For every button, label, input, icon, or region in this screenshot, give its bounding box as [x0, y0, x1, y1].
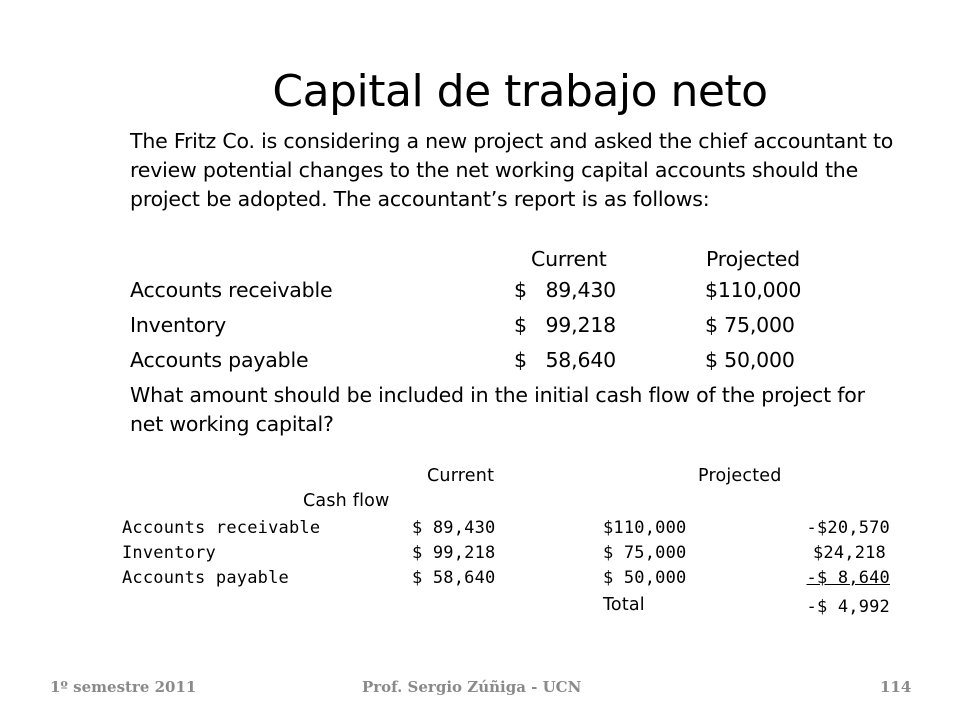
question-text: What amount should be included in the initial cash flow of the project for net working capital?: [130, 383, 865, 436]
intro-paragraph: The Fritz Co. is considering a new project and asked the chief accountant to review potential changes to the net working capital accounts should the project be adopted. The accountant’s report is as follows:: [130, 129, 894, 211]
dollar-sign: $: [514, 278, 527, 302]
slide-title: Capital de trabajo neto: [272, 66, 768, 117]
row-label: Inventory: [130, 313, 227, 337]
projected-value: $ 75,000: [705, 313, 795, 337]
cashflow-header-current: Current: [427, 466, 495, 486]
current-value: 89,430: [545, 278, 616, 302]
cashflow-header-cashflow: Cash flow: [303, 491, 390, 511]
dollar-sign: $: [514, 348, 527, 372]
projected-value: $ 50,000: [705, 348, 795, 372]
dollar-sign: $: [514, 313, 527, 337]
cashflow-value: -$20,570: [806, 518, 890, 538]
report-header-current: Current: [531, 247, 607, 271]
total-value: -$ 4,992: [806, 597, 890, 617]
row-label: Inventory: [122, 543, 216, 563]
projected-value: $ 75,000: [603, 543, 687, 563]
footer-semester: 1º semestre 2011: [50, 678, 197, 696]
current-value: $ 58,640: [412, 568, 496, 588]
current-value: 58,640: [545, 348, 616, 372]
projected-value: $110,000: [603, 518, 687, 538]
projected-value: $110,000: [705, 278, 802, 302]
cashflow-header-projected: Projected: [698, 466, 782, 486]
current-value: $ 99,218: [412, 543, 496, 563]
current-value: 99,218: [545, 313, 616, 337]
row-label: Accounts payable: [130, 348, 309, 372]
projected-value: $ 50,000: [603, 568, 687, 588]
footer-author: Prof. Sergio Zúñiga - UCN: [362, 678, 582, 696]
row-label: Accounts payable: [122, 568, 289, 588]
row-label: Accounts receivable: [130, 278, 333, 302]
current-value: $ 89,430: [412, 518, 496, 538]
cashflow-value: -$ 8,640: [806, 568, 890, 588]
footer-page-number: 114: [880, 678, 912, 696]
cashflow-value: $24,218: [812, 543, 886, 563]
row-label: Accounts receivable: [122, 518, 321, 538]
report-header-projected: Projected: [706, 247, 800, 271]
total-label: Total: [603, 595, 645, 615]
